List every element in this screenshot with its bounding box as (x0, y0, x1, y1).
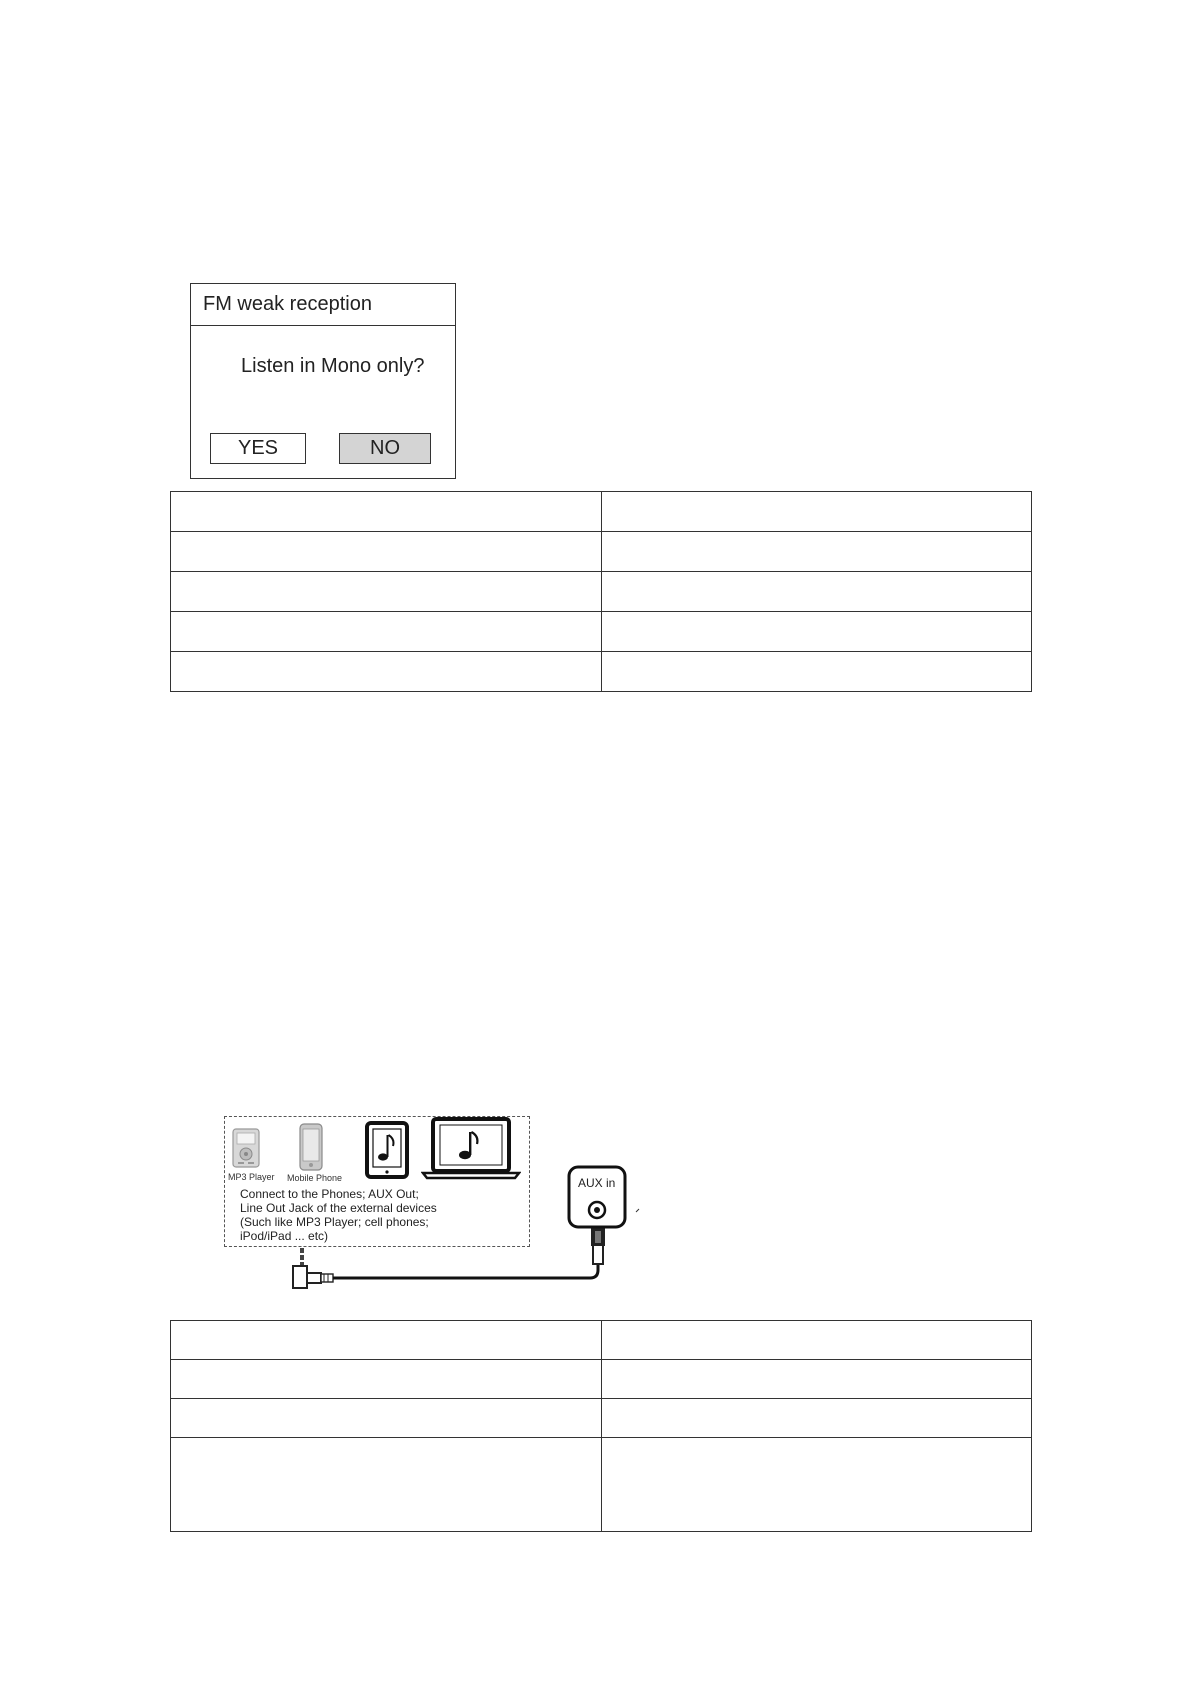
caption-line: (Such like MP3 Player; cell phones; (240, 1215, 429, 1229)
table-aux-settings (170, 1320, 1032, 1532)
table-cell (601, 492, 1032, 532)
caption-line: iPod/iPad ... etc) (240, 1229, 329, 1243)
table-cell (601, 572, 1032, 612)
table-cell (601, 1360, 1032, 1399)
table-cell (171, 1321, 602, 1360)
mobile-phone-label: Mobile Phone (287, 1173, 343, 1183)
table-row (171, 532, 1032, 572)
dialog-question: Listen in Mono only? (241, 355, 425, 377)
table-row (171, 492, 1032, 532)
table-row (171, 1399, 1032, 1438)
table-cell (171, 612, 602, 652)
fm-weak-reception-dialog (190, 283, 456, 479)
table-cell (601, 1321, 1032, 1360)
table-cell (601, 1438, 1032, 1532)
table-cell (171, 1399, 602, 1438)
mp3-player-label: MP3 Player (228, 1172, 275, 1182)
table-cell (171, 572, 602, 612)
table-cell (171, 652, 602, 692)
table-cell (601, 1399, 1032, 1438)
dialog-title: FM weak reception (191, 284, 455, 326)
table-cell (601, 612, 1032, 652)
table-row (171, 572, 1032, 612)
table-row (171, 1321, 1032, 1360)
table-row (171, 652, 1032, 692)
table-cell (601, 532, 1032, 572)
table-row (171, 1360, 1032, 1399)
caption-line: Line Out Jack of the external devices (240, 1201, 437, 1215)
aux-connection-diagram (216, 1110, 666, 1310)
table-cell (601, 652, 1032, 692)
no-button[interactable]: NO (339, 433, 431, 464)
table-cell (171, 532, 602, 572)
table-cell (171, 492, 602, 532)
table-cell (171, 1438, 602, 1532)
aux-in-label: AUX in (578, 1176, 616, 1190)
audio-cable-icon (216, 1110, 666, 1310)
table-fm-settings (170, 491, 1032, 692)
table-cell (171, 1360, 602, 1399)
yes-button[interactable]: YES (210, 433, 306, 464)
caption-line: Connect to the Phones; AUX Out; (240, 1187, 419, 1201)
table-row (171, 612, 1032, 652)
table-row (171, 1438, 1032, 1532)
